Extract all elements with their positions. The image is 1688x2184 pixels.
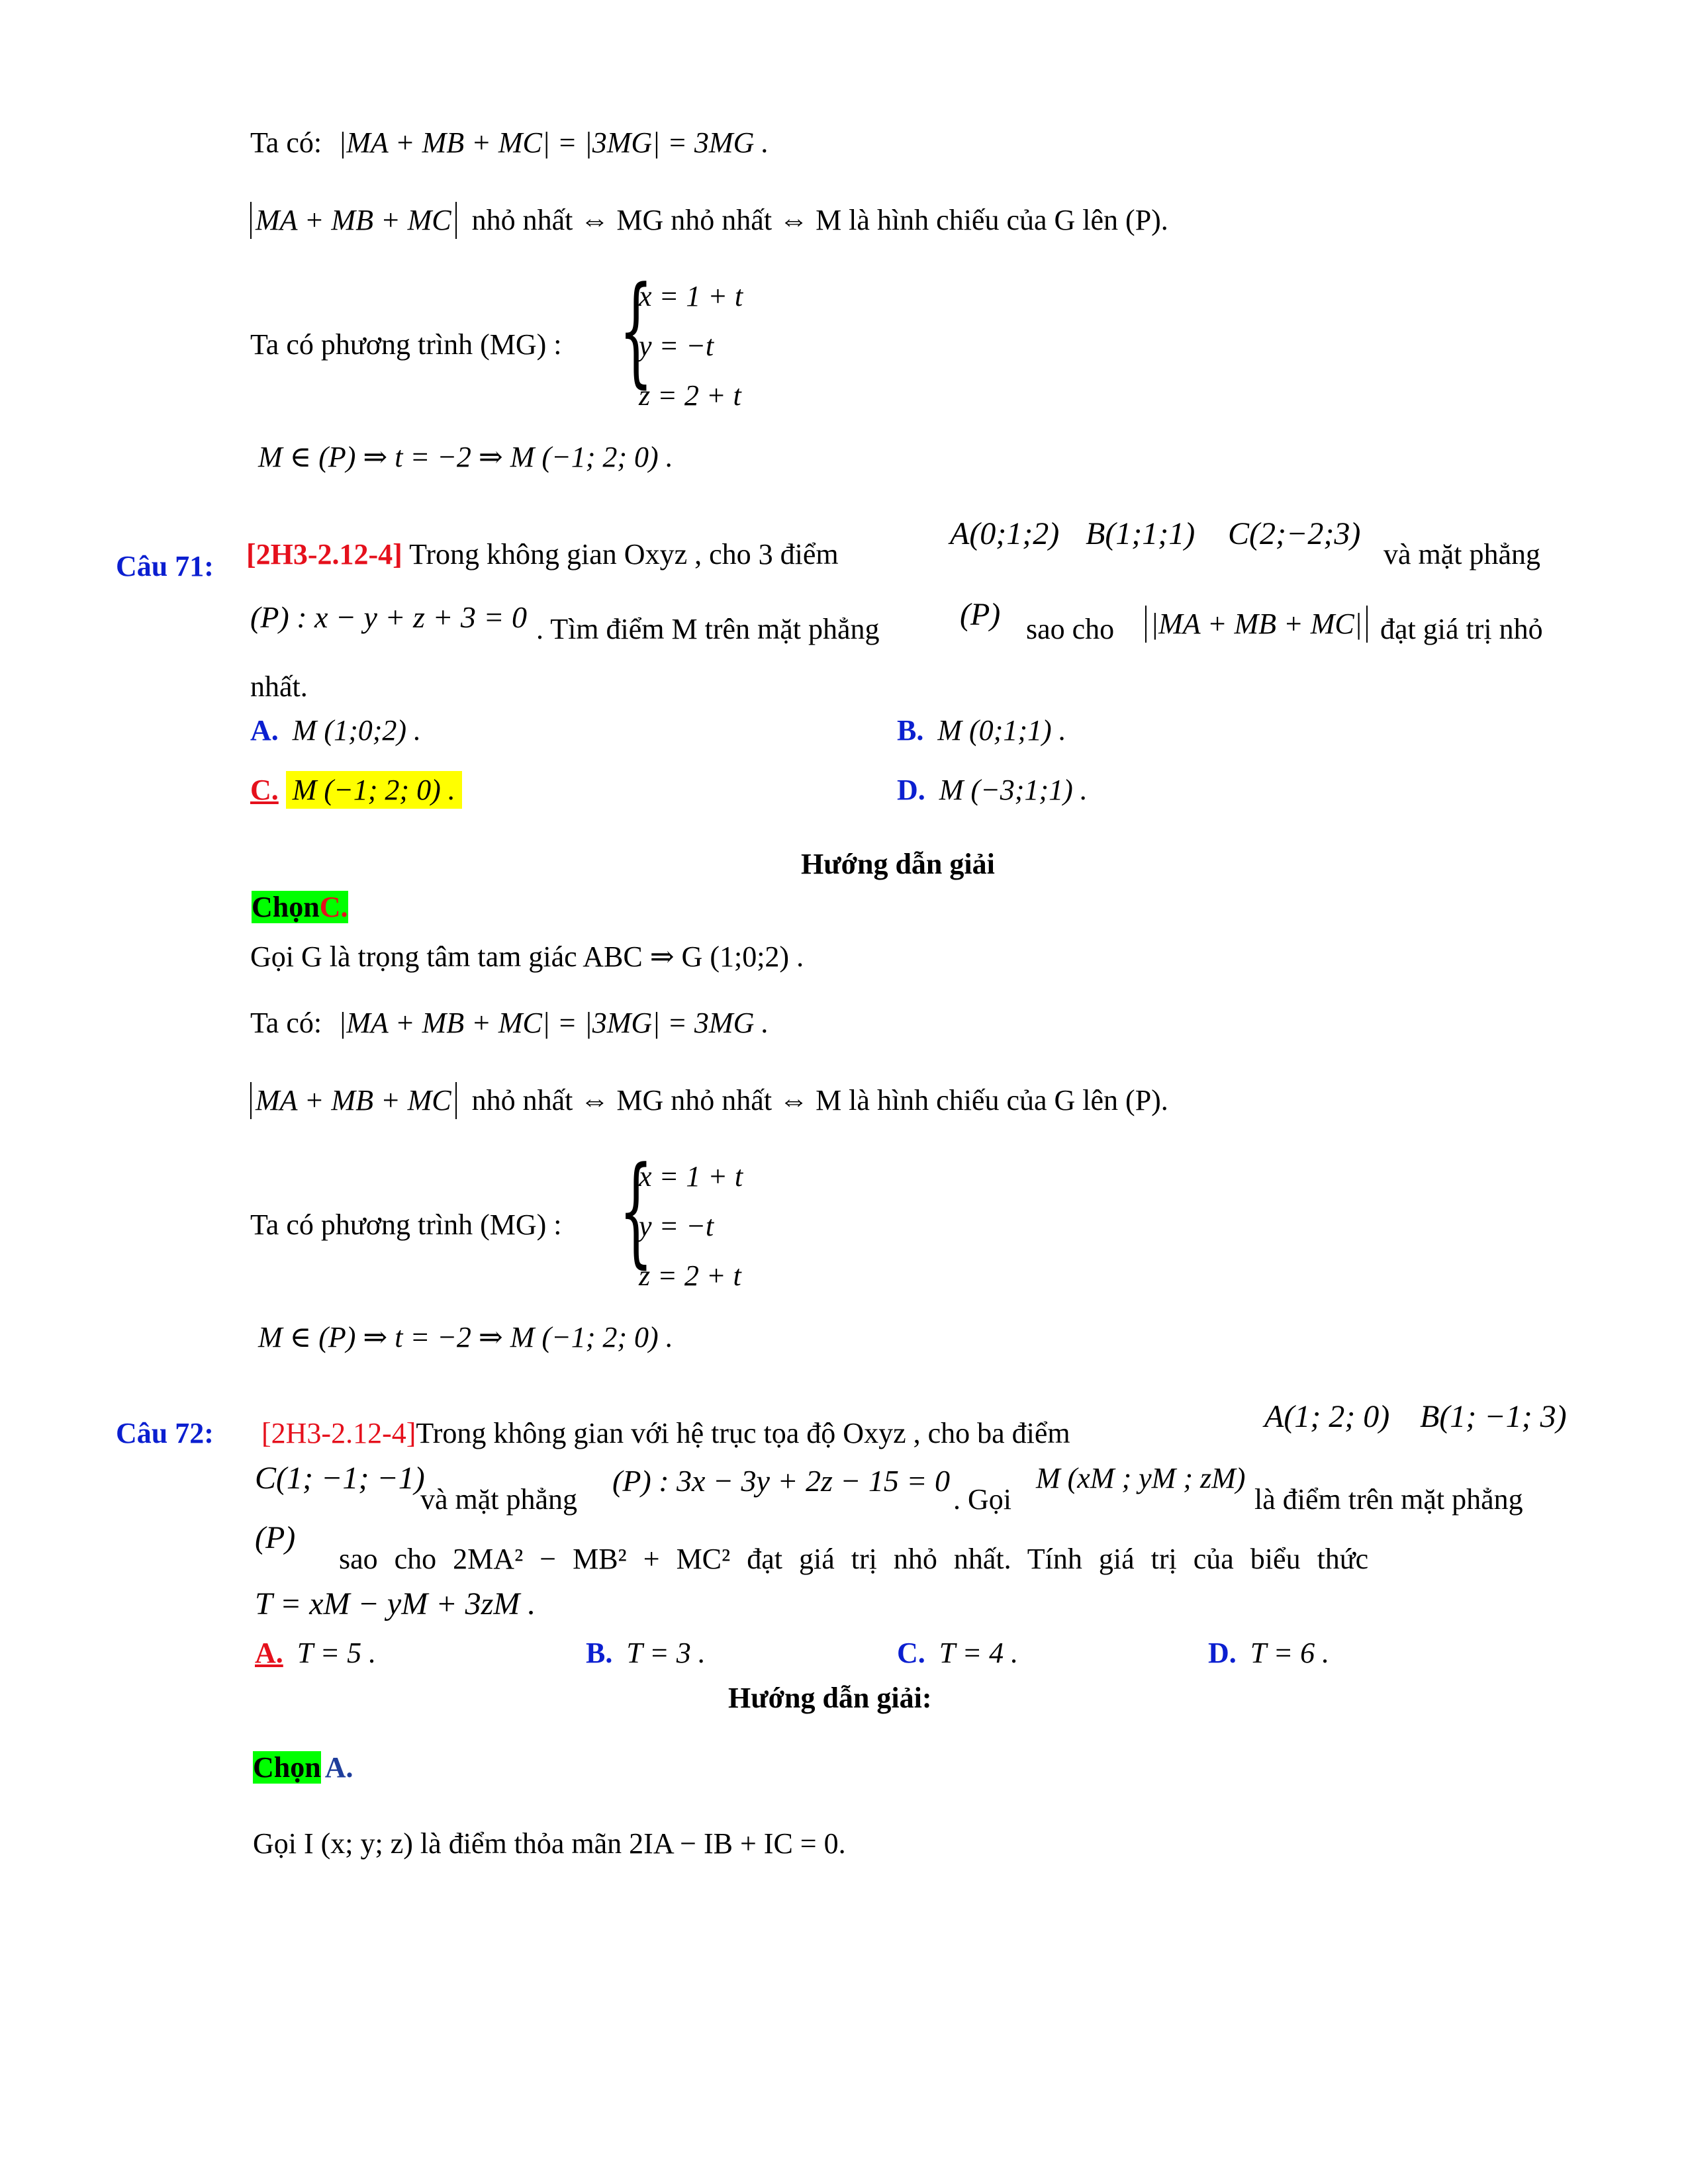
q71-vecsum-wrap [1145,606,1368,643]
q71-sys-row-y: y = −t [639,1210,714,1242]
q71-optD-label: D. [897,774,925,806]
q71-vecsum-abs: MA + MB + MC [250,1082,457,1119]
q72-text1: Trong không gian với hệ trục tọa độ Oxyz , cho ba điểm [416,1417,1070,1449]
q72-chon-answer: A. [324,1751,353,1784]
q72-pB: B(1; −1; 3) [1420,1399,1567,1434]
q72-pA: A(1; 2; 0) [1264,1399,1390,1434]
q71-text1-end: và mặt phẳng [1383,538,1541,570]
q71-guide: Hướng dẫn giải [801,848,995,880]
q71-eq1: |MA + MB + MC| = |3MG| = 3MG . [338,1007,769,1039]
q72-code: [2H3-2.12-4] [261,1417,416,1449]
brace-icon: { [619,1142,653,1280]
min-text: nhỏ nhất ⇔ MG nhỏ nhất ⇔ M là hình chiếu của G lên (P). [471,204,1168,236]
q71-vecsum: |MA + MB + MC| [1145,606,1368,643]
top-eq1-line [250,126,769,161]
q72-guide: Hướng dẫn giải: [728,1682,932,1714]
q72-Mpt: M (xM ; yM ; zM) [1036,1462,1246,1494]
q71-taco-label: Ta có: [250,1007,322,1039]
top-system [619,261,784,424]
q71-text2b: sao cho [1026,613,1115,645]
q71-line-eq-label: Ta có phương trình (MG) : [250,1208,562,1241]
sys-row-x: x = 1 + t [639,280,743,312]
q71-sys-row-x: x = 1 + t [639,1160,743,1193]
q71-optB-value: M (0;1;1) . [937,714,1066,747]
q71-chon [252,890,348,925]
q71-code: [2H3-2.12-4] [246,538,402,570]
q72-goi: Gọi I (x; y; z) là điểm thỏa mãn 2IA − IB + IC = 0. [253,1827,846,1860]
q71-line-eq [250,1208,562,1243]
q71-optD [897,773,1088,808]
q72-optD-value: T = 6 . [1250,1637,1330,1669]
q71-pA: A(0;1;2) [950,516,1060,551]
q72-pC: C(1; −1; −1) [255,1461,425,1496]
q71-optA-value: M (1;0;2) . [292,714,422,747]
q71-optC [250,773,462,808]
q71-optA-label: A. [250,714,279,747]
q72-optD-label: D. [1208,1637,1237,1669]
top-line-eq [250,328,562,363]
q71-optD-value: M (−3;1;1) . [939,774,1088,806]
q71-optC-label: C. [250,774,279,806]
q71-text2: . Tìm điểm M trên mặt phẳng [536,613,880,645]
q71-optB-label: B. [897,714,924,747]
q72-optC-label: C. [897,1637,925,1669]
q71-eq1-line [250,1006,769,1041]
q71-text2c: đạt giá trị nhỏ [1380,613,1543,645]
q71-chon-label: Chọn [252,891,320,923]
brace-icon: { [619,261,653,400]
q72-optB-label: B. [586,1637,613,1669]
q72-chon-label: Chọn [253,1751,321,1784]
q71-text3: nhất. [250,670,308,703]
q72-optA-value: T = 5 . [297,1637,377,1669]
q71-system [619,1142,784,1304]
q71-min-line [250,1082,1168,1119]
eq1-formula: |MA + MB + MC| = |3MG| = 3MG . [338,126,769,159]
q71-sys-row-z: z = 2 + t [639,1259,741,1292]
q71-plane: (P) : x − y + z + 3 = 0 [250,600,527,634]
q71-pB: B(1;1;1) [1086,516,1196,551]
q71-result: M ∈ (P) ⇒ t = −2 ⇒ M (−1; 2; 0) . [258,1321,673,1353]
q72-plane: (P) : 3x − 3y + 2z − 15 = 0 [612,1464,950,1498]
q72-optA-label: A. [255,1637,283,1669]
vecsum-abs: MA + MB + MC [250,202,457,239]
q71-line2 [536,612,880,647]
taco-label: Ta có: [250,126,322,159]
q72-optC [897,1636,1018,1671]
q71-pC: C(2;−2;3) [1228,516,1361,551]
top-min-line [250,202,1168,239]
q72-text3: sao cho 2MA² − MB² + MC² đạt giá trị nhỏ nhất. Tính giá trị của biểu thức [339,1543,1369,1575]
q71-number: Câu 71: [116,550,214,582]
q72-line1 [261,1416,1070,1451]
q72-optC-value: T = 4 . [939,1637,1019,1669]
q72-number: Câu 72: [116,1417,214,1449]
q71-chon-answer: C. [319,891,348,923]
q72-P: (P) [255,1520,296,1555]
q71-min-text: nhỏ nhất ⇔ MG nhỏ nhất ⇔ M là hình chiếu của G lên (P). [471,1084,1168,1116]
sys-row-z: z = 2 + t [639,379,741,412]
q72-chon [253,1751,353,1786]
q71-optA [250,713,421,749]
q72-optA [255,1636,376,1671]
q72-text2: và mặt phẳng [420,1483,578,1516]
top-result: M ∈ (P) ⇒ t = −2 ⇒ M (−1; 2; 0) . [258,441,673,473]
q72-expr: T = xM − yM + 3zM . [255,1586,536,1621]
line-eq-label: Ta có phương trình (MG) : [250,328,562,361]
q72-text2c: là điểm trên mặt phẳng [1254,1483,1523,1516]
q72-optD [1208,1636,1329,1671]
q72-optB [586,1636,706,1671]
q71-optB [897,713,1066,749]
q71-goi: Gọi G là trọng tâm tam giác ABC ⇒ G (1;0;2) . [250,940,804,973]
q71-optC-value: M (−1; 2; 0) . [286,771,462,809]
q72-text2b: . Gọi [953,1483,1011,1516]
q71-line1 [246,537,839,572]
sys-row-y: y = −t [639,330,714,362]
q71-P: (P) [960,597,1001,632]
q72-optB-value: T = 3 . [626,1637,706,1669]
q71-text1: Trong không gian Oxyz , cho 3 điểm [409,538,839,570]
